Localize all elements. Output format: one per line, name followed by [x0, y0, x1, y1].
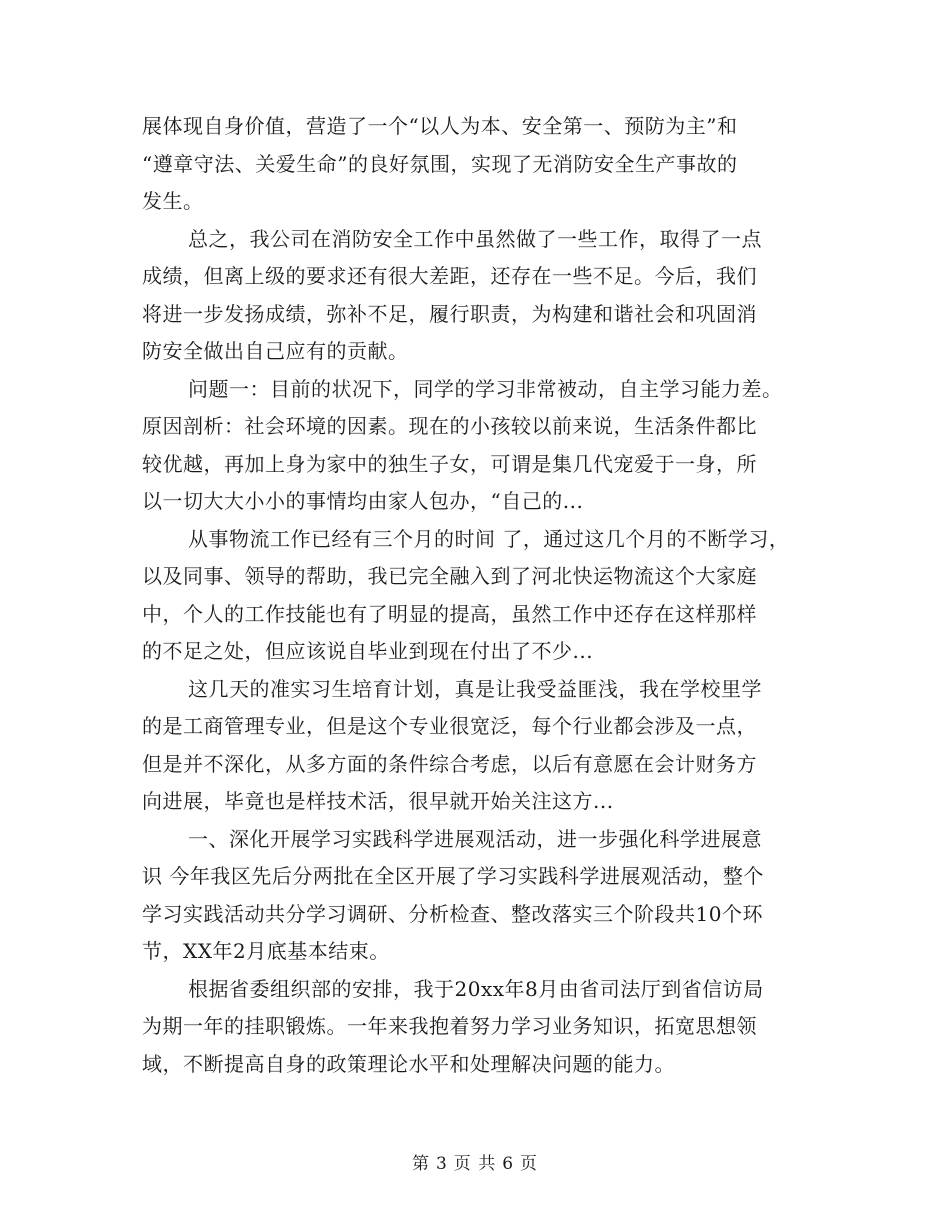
text-line: “遵章守法、关爱生命”的良好氛围，实现了无消防安全生产事故的	[142, 151, 738, 176]
text-line: 的是工商管理专业，但是这个专业很宽泛，每个行业都会涉及一点，	[142, 714, 757, 738]
text-line: 总之，我公司在消防安全工作中虽然做了一些工作，取得了一点	[188, 226, 762, 251]
text-line: 以及同事、领导的帮助，我已完全融入到了河北快运物流这个大家庭	[142, 564, 757, 588]
text-line: 节，XX年2月底基本结束。	[142, 939, 390, 963]
footer-suffix: 页	[520, 1154, 539, 1174]
text-line: 域，不断提高自身的政策理论水平和处理解决问题的能力。	[142, 1051, 675, 1076]
footer-middle: 页 共	[453, 1154, 497, 1174]
text-line: 识 今年我区先后分两批在全区开展了学习实践科学进展观活动，整个	[142, 864, 764, 888]
paragraph-7	[142, 971, 822, 1084]
text-line: 一、深化开展学习实践科学进展观活动，进一步强化科学进展意	[188, 826, 762, 851]
footer-total-pages: 6	[502, 1154, 515, 1174]
footer-current-page: 3	[435, 1154, 448, 1174]
text-line: 问题一：目前的状况下，同学的学习非常被动，自主学习能力差。	[188, 376, 783, 401]
footer-prefix: 第	[411, 1154, 430, 1174]
paragraph-2	[142, 221, 822, 371]
text-line: 展体现自身价值，营造了一个“以人为本、安全第一、预防为主”和	[142, 114, 738, 138]
text-line: 从事物流工作已经有三个月的时间 了，通过这几个月的不断学习，	[188, 526, 790, 551]
paragraph-5	[142, 671, 822, 821]
paragraph-1	[142, 108, 822, 221]
text-line: 学习实践活动共分学习调研、分析检查、整改落实三个阶段共10个环	[142, 901, 763, 926]
text-line: 为期一年的挂职锻炼。一年来我抱着努力学习业务知识，拓宽思想领	[142, 1014, 757, 1038]
text-line: 中，个人的工作技能也有了明显的提高，虽然工作中还存在这样那样	[142, 601, 757, 626]
paragraph-3	[142, 371, 822, 521]
text-line: 以一切大大小小的事情均由家人包办，“自己的...	[142, 489, 584, 513]
text-line: 成绩，但离上级的要求还有很大差距，还存在一些不足。今后，我们	[142, 264, 757, 288]
paragraph-4	[142, 521, 822, 671]
text-line: 根据省委组织部的安排，我于20xx年8月由省司法厅到省信访局	[188, 976, 764, 1001]
page-footer	[0, 1153, 950, 1175]
text-line: 发生。	[142, 189, 204, 213]
text-line: 原因剖析：社会环境的因素。现在的小孩较以前来说，生活条件都比	[142, 414, 757, 438]
paragraph-6	[142, 821, 822, 971]
text-line: 的不足之处，但应该说自毕业到现在付出了不少...	[142, 639, 594, 663]
text-line: 但是并不深化，从多方面的条件综合考虑，以后有意愿在会计财务方	[142, 751, 757, 776]
document-body	[142, 108, 822, 1083]
text-line: 将进一步发扬成绩，弥补不足，履行职责，为构建和谐社会和巩固消	[142, 301, 757, 326]
text-line: 向进展，毕竟也是样技术活，很早就开始关注这方...	[142, 789, 614, 813]
text-line: 较优越，再加上身为家中的独生子女，可谓是集几代宠爱于一身，所	[142, 451, 757, 476]
text-line: 这几天的准实习生培育计划，真是让我受益匪浅，我在学校里学	[188, 676, 762, 701]
text-line: 防安全做出自己应有的贡献。	[142, 339, 409, 363]
